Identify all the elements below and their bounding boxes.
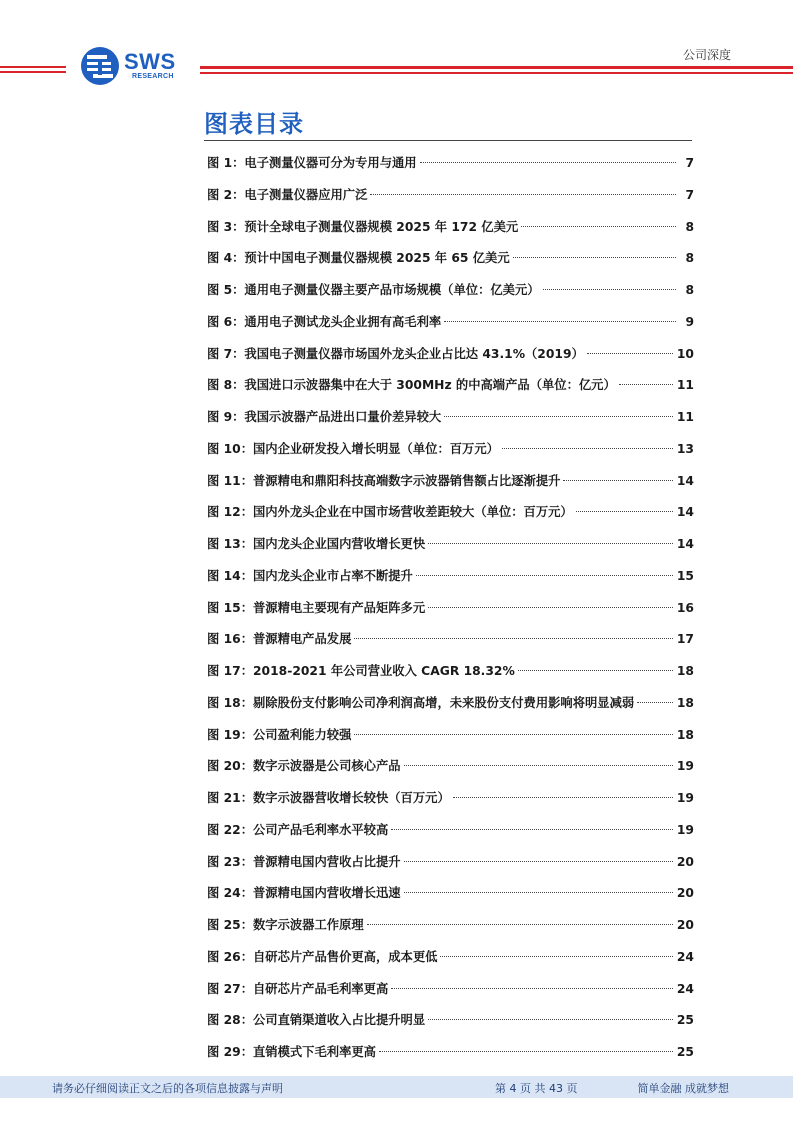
report-type-label: 公司深度 [682, 48, 731, 62]
toc-entry-page[interactable]: 10 [676, 346, 694, 361]
toc-leader-dots [576, 511, 673, 512]
toc-leader-dots [379, 1051, 673, 1052]
toc-entry-title[interactable]: 图 8：我国进口示波器集中在大于 300MHz 的中高端产品（单位：亿元） [207, 378, 616, 393]
toc-entry-title[interactable]: 图 22：公司产品毛利率水平较高 [207, 822, 389, 837]
toc-entry-title[interactable]: 图 2：电子测量仪器应用广泛 [207, 187, 368, 202]
toc-entry-title[interactable]: 图 11：普源精电和鼎阳科技高端数字示波器销售额占比逐渐提升 [207, 473, 561, 488]
toc-entry[interactable] [207, 275, 694, 307]
toc-entry[interactable] [207, 624, 694, 656]
toc-entry[interactable] [207, 243, 694, 275]
toc-entry-page[interactable]: 20 [676, 886, 694, 901]
toc-entry[interactable] [207, 688, 694, 720]
toc-leader-dots [370, 194, 676, 195]
toc-leader-dots [354, 734, 673, 735]
footer-page-number: 第 4 页 共 43 页 [495, 1082, 578, 1095]
toc-entry[interactable] [207, 656, 694, 688]
page-footer [0, 1076, 793, 1098]
toc-entry-title[interactable]: 图 5：通用电子测量仪器主要产品市场规模（单位：亿美元） [207, 283, 540, 297]
toc-entry[interactable] [207, 466, 694, 498]
toc-entry[interactable] [207, 370, 694, 402]
toc-leader-dots [440, 956, 672, 957]
toc-entry-title[interactable]: 图 13：国内龙头企业国内营收增长更快 [207, 537, 426, 551]
toc-leader-dots [453, 797, 673, 798]
toc-entry-page[interactable]: 20 [676, 918, 694, 932]
toc-entry-page[interactable]: 19 [676, 759, 694, 774]
toc-leader-dots [428, 607, 673, 608]
toc-entry-title[interactable]: 图 28：公司直销渠道收入占比提升明显 [207, 1013, 426, 1028]
toc-entry-page[interactable]: 25 [676, 1013, 694, 1028]
toc-entry-page[interactable]: 7 [685, 187, 694, 202]
toc-entry-title[interactable]: 图 14：国内龙头企业市占率不断提升 [207, 568, 413, 583]
toc-entry[interactable] [207, 307, 694, 339]
toc-leader-dots [543, 289, 676, 290]
toc-leader-dots [428, 543, 673, 544]
toc-entry[interactable] [207, 1037, 694, 1069]
header-rule-left-bottom [0, 71, 66, 73]
toc-entry-page[interactable]: 16 [676, 600, 694, 615]
sws-logo [80, 46, 190, 86]
toc-entry[interactable] [207, 212, 694, 244]
toc-entry-page[interactable]: 11 [676, 410, 694, 424]
toc-entry-page[interactable]: 14 [676, 537, 694, 551]
figure-list [207, 148, 694, 1069]
toc-leader-dots [404, 861, 673, 862]
toc-entry-page[interactable]: 15 [676, 568, 694, 583]
toc-entry-title[interactable]: 图 17：2018-2021 年公司营业收入 CAGR 18.32% [207, 664, 515, 678]
toc-entry-title[interactable]: 图 10：国内企业研发投入增长明显（单位：百万元） [207, 441, 499, 456]
toc-entry-title[interactable]: 图 21：数字示波器营收增长较快（百万元） [207, 791, 450, 805]
toc-leader-dots [513, 257, 676, 258]
toc-entry-title[interactable]: 图 12：国内外龙头企业在中国市场营收差距较大（单位：百万元） [207, 505, 573, 520]
toc-entry-title[interactable]: 图 7：我国电子测量仪器市场国外龙头企业占比达 43.1%（2019） [207, 346, 584, 361]
toc-entry-page[interactable]: 19 [676, 791, 694, 805]
toc-entry[interactable] [207, 180, 694, 212]
toc-entry-title[interactable]: 图 9：我国示波器产品进出口量价差异较大 [207, 410, 442, 424]
toc-entry[interactable] [207, 847, 694, 879]
logo-wordmark: SWS [124, 49, 176, 74]
toc-leader-dots [637, 702, 673, 703]
toc-entry-title[interactable]: 图 19：公司盈利能力较强 [207, 727, 352, 742]
sws-logo-icon [80, 46, 120, 86]
toc-entry[interactable] [207, 148, 694, 180]
toc-entry-title[interactable]: 图 15：普源精电主要现有产品矩阵多元 [207, 600, 426, 615]
toc-entry-page[interactable]: 24 [676, 981, 694, 996]
toc-leader-dots [391, 829, 673, 830]
logo-subtext: RESEARCH [132, 73, 174, 80]
toc-entry-page[interactable]: 8 [685, 219, 694, 234]
toc-entry[interactable] [207, 497, 694, 529]
toc-leader-dots [619, 384, 673, 385]
footer-disclaimer: 请务必仔细阅读正文之后的各项信息披露与声明 [52, 1082, 283, 1095]
toc-entry-title[interactable]: 图 18：剔除股份支付影响公司净利润高增，未来股份支付费用影响将明显减弱 [207, 695, 635, 710]
toc-entry-page[interactable]: 18 [676, 664, 694, 678]
toc-leader-dots [444, 321, 676, 322]
toc-leader-dots [428, 1019, 673, 1020]
toc-leader-dots [404, 765, 673, 766]
toc-entry-title[interactable]: 图 26：自研芯片产品售价更高，成本更低 [207, 949, 438, 964]
toc-entry-title[interactable]: 图 23：普源精电国内营收占比提升 [207, 854, 401, 869]
toc-entry-page[interactable]: 14 [676, 473, 694, 488]
toc-leader-dots [521, 226, 676, 227]
toc-entry-title[interactable]: 图 29：直销模式下毛利率更高 [207, 1045, 376, 1059]
header-rule-left-top [0, 66, 66, 68]
title-divider [204, 140, 692, 141]
toc-entry-title[interactable]: 图 25：数字示波器工作原理 [207, 918, 364, 932]
header-rule-right-top [200, 66, 793, 69]
toc-entry[interactable] [207, 561, 694, 593]
toc-entry-page[interactable]: 13 [676, 441, 694, 456]
toc-entry[interactable] [207, 529, 694, 561]
toc-entry-page[interactable]: 18 [676, 695, 694, 710]
toc-entry-page[interactable]: 8 [685, 283, 694, 297]
toc-entry[interactable] [207, 942, 694, 974]
toc-leader-dots [444, 416, 673, 417]
toc-entry-page[interactable]: 7 [685, 156, 694, 170]
toc-entry-page[interactable]: 20 [676, 854, 694, 869]
toc-entry[interactable] [207, 751, 694, 783]
toc-entry[interactable] [207, 878, 694, 910]
toc-leader-dots [391, 988, 673, 989]
toc-leader-dots [420, 162, 676, 163]
toc-entry-page[interactable]: 14 [676, 505, 694, 520]
toc-entry[interactable] [207, 720, 694, 752]
toc-entry-title[interactable]: 图 4：预计中国电子测量仪器规模 2025 年 65 亿美元 [207, 251, 510, 266]
page-title: 图表目录 [204, 110, 304, 138]
toc-entry-title[interactable]: 图 27：自研芯片产品毛利率更高 [207, 981, 389, 996]
toc-entry-page[interactable]: 9 [685, 314, 694, 329]
toc-leader-dots [563, 480, 672, 481]
toc-entry-title[interactable]: 图 24：普源精电国内营收增长迅速 [207, 886, 401, 901]
toc-entry[interactable] [207, 339, 694, 371]
toc-entry-page[interactable]: 19 [676, 822, 694, 837]
toc-entry[interactable] [207, 910, 694, 942]
toc-entry[interactable] [207, 593, 694, 625]
toc-leader-dots [404, 892, 673, 893]
header-rule-right-bottom [200, 72, 793, 74]
toc-entry-page[interactable]: 24 [676, 949, 694, 964]
toc-leader-dots [416, 575, 673, 576]
toc-entry-title[interactable]: 图 6：通用电子测试龙头企业拥有高毛利率 [207, 314, 442, 329]
toc-entry-title[interactable]: 图 1：电子测量仪器可分为专用与通用 [207, 156, 417, 170]
toc-entry-page[interactable]: 8 [685, 251, 694, 266]
toc-entry[interactable] [207, 1005, 694, 1037]
toc-leader-dots [587, 353, 673, 354]
toc-entry-page[interactable]: 17 [676, 632, 694, 647]
toc-entry-page[interactable]: 25 [676, 1045, 694, 1059]
toc-entry[interactable] [207, 402, 694, 434]
toc-entry[interactable] [207, 783, 694, 815]
toc-entry-title[interactable]: 图 16：普源精电产品发展 [207, 632, 352, 647]
toc-entry-page[interactable]: 18 [676, 727, 694, 742]
toc-entry[interactable] [207, 974, 694, 1006]
toc-entry[interactable] [207, 815, 694, 847]
toc-leader-dots [518, 670, 673, 671]
toc-entry-page[interactable]: 11 [676, 378, 694, 393]
toc-leader-dots [367, 924, 673, 925]
toc-entry[interactable] [207, 434, 694, 466]
footer-slogan: 简单金融 成就梦想 [637, 1082, 729, 1095]
toc-entry-title[interactable]: 图 20：数字示波器是公司核心产品 [207, 759, 401, 774]
toc-leader-dots [354, 638, 673, 639]
toc-entry-title[interactable]: 图 3：预计全球电子测量仪器规模 2025 年 172 亿美元 [207, 219, 519, 234]
toc-leader-dots [502, 448, 673, 449]
